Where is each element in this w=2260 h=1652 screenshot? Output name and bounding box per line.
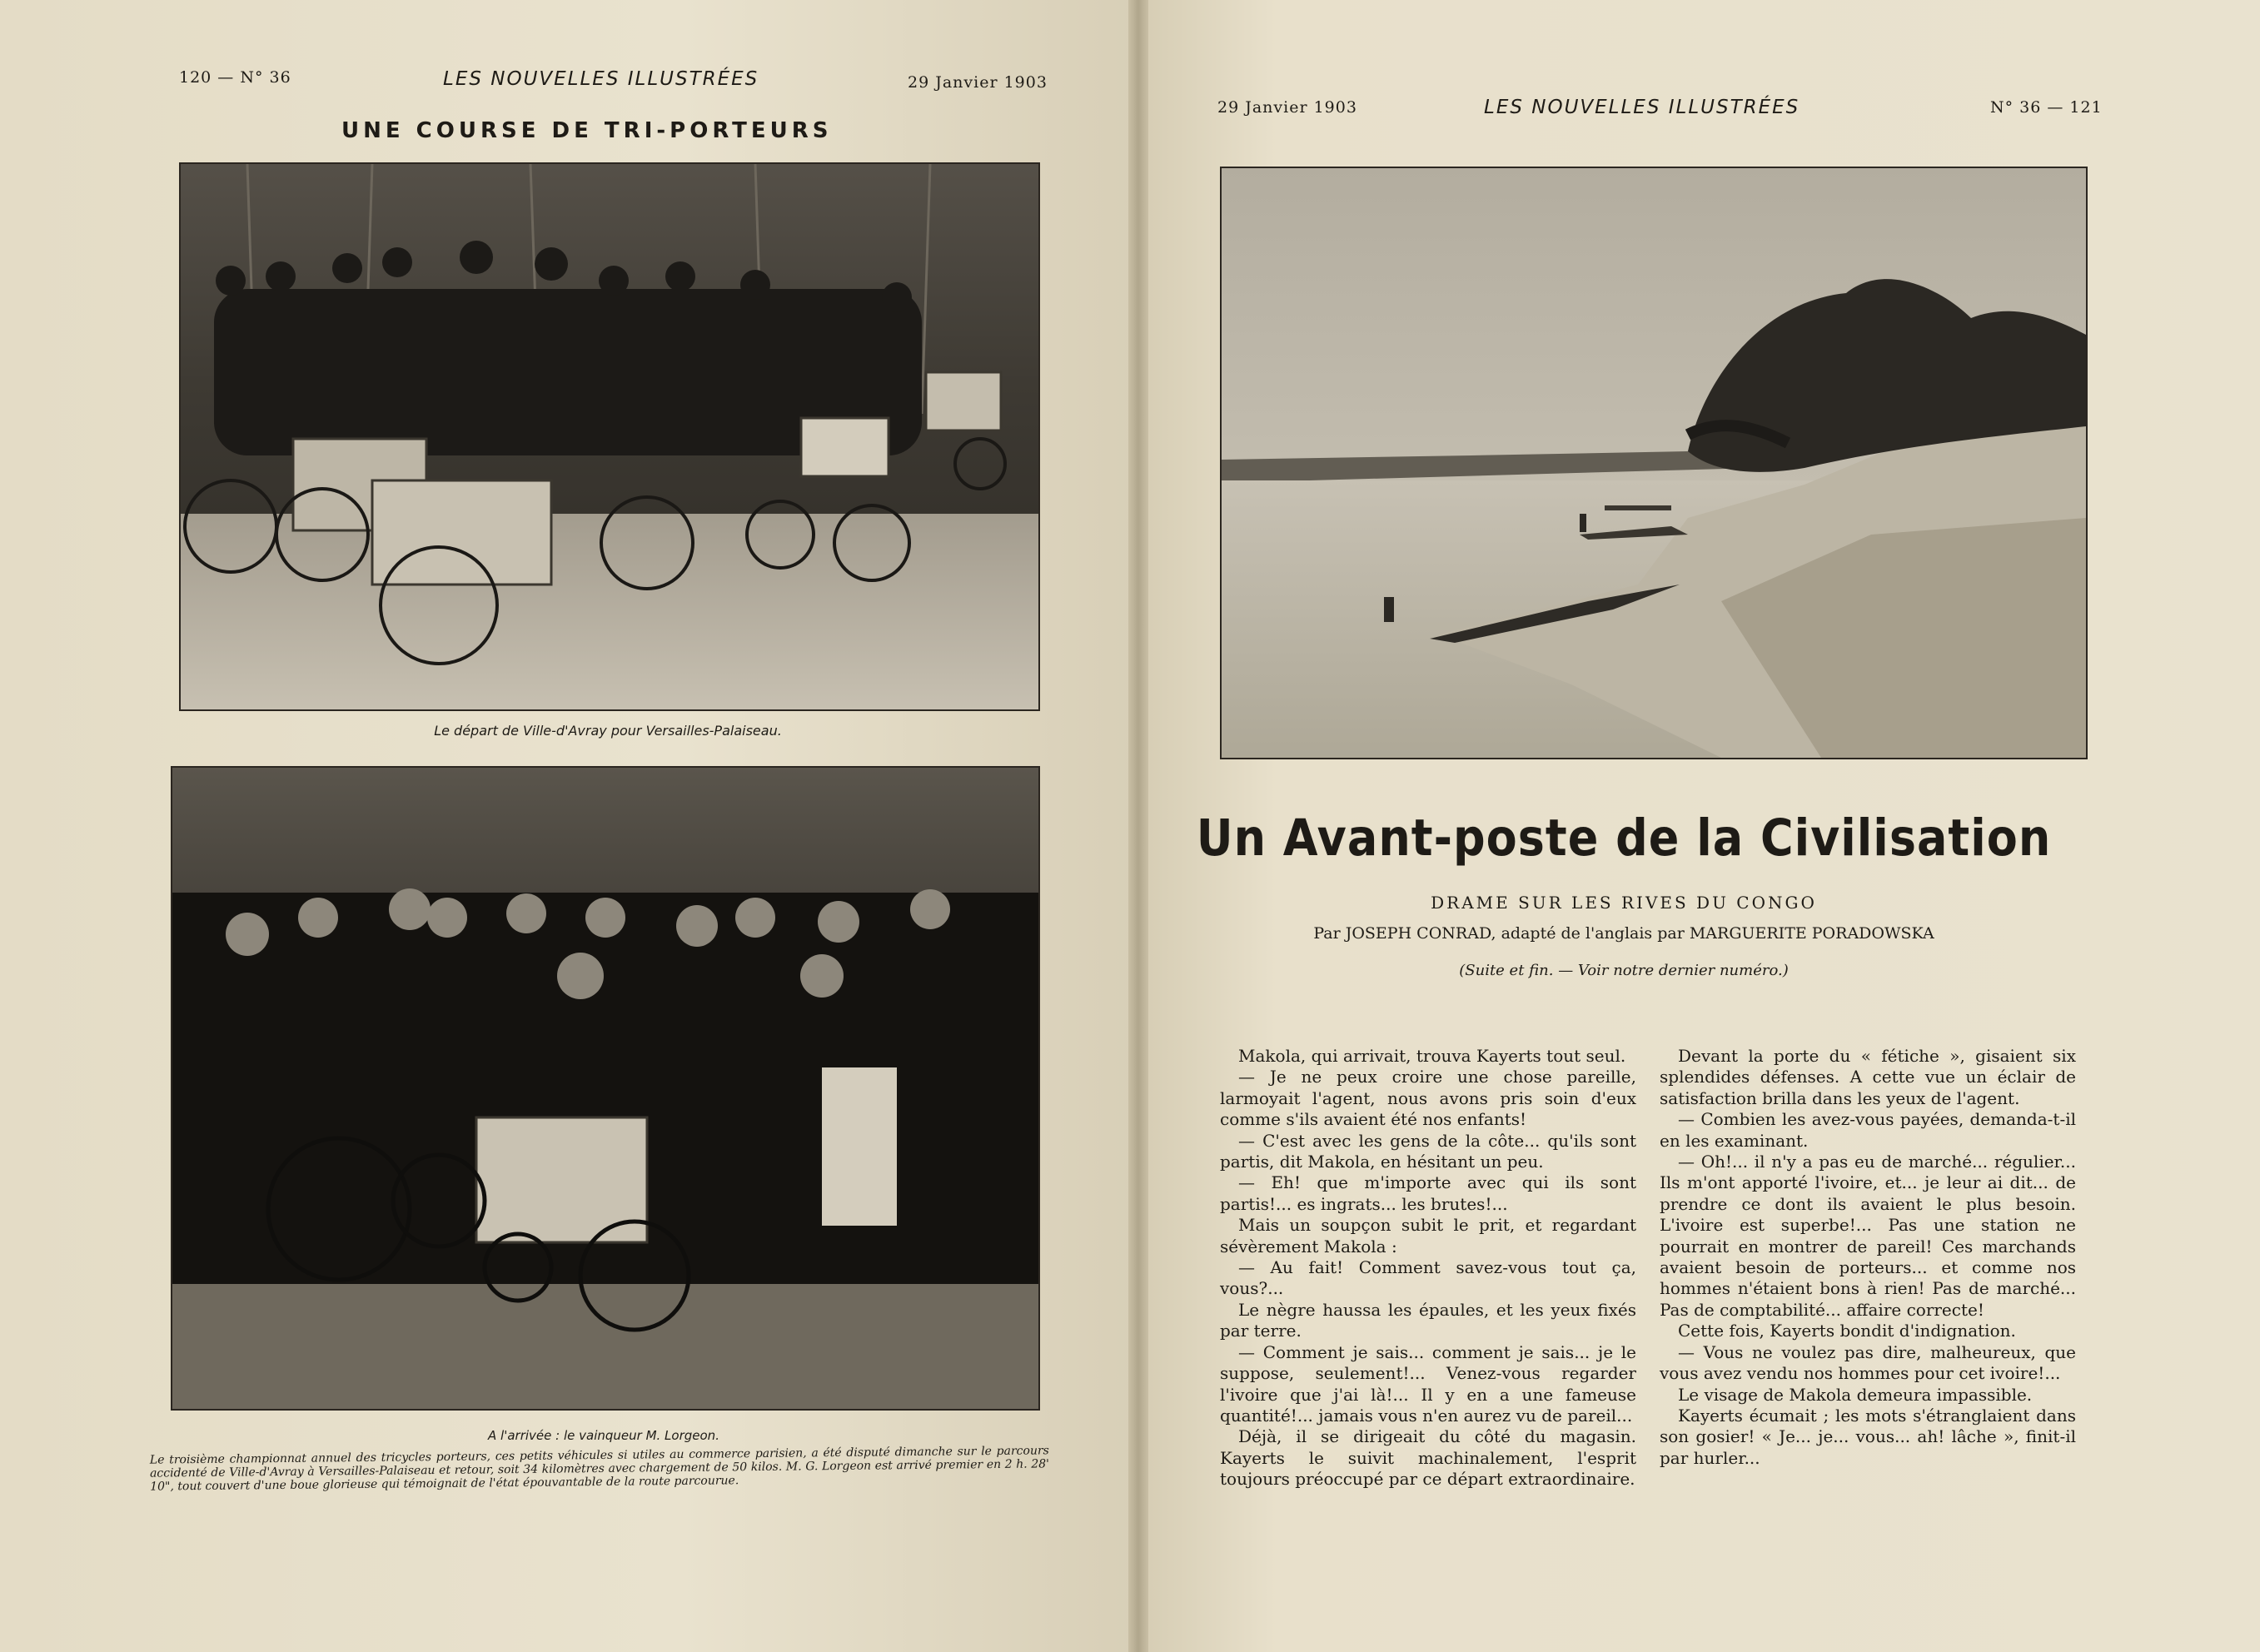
photo-congo-river xyxy=(1220,167,2088,759)
book-gutter xyxy=(1128,0,1148,1652)
paragraph: — Combien les avez-vous payées, demanda-t-il en les examinant. xyxy=(1660,1109,2076,1151)
story-column-2 xyxy=(1660,1046,2076,1469)
section-title: UNE COURSE DE TRI-PORTEURS xyxy=(341,118,833,143)
story-column-1 xyxy=(1220,1046,1636,1490)
paragraph: Le nègre haussa les épaules, et les yeux fixés par terre. xyxy=(1220,1299,1636,1341)
paragraph: — Vous ne voulez pas dire, malheureux, que vous avez vendu nos hommes pour cet ivoire!... xyxy=(1660,1341,2076,1384)
photo-arrival xyxy=(171,766,1040,1411)
paragraph: — Au fait! Comment savez-vous tout ça, vous?... xyxy=(1220,1257,1636,1299)
paragraph: Le visage de Makola demeura impassible. xyxy=(1678,1384,2033,1405)
photo-departure xyxy=(179,162,1040,711)
photo-departure-caption: Le départ de Ville-d'Avray pour Versailles-Palaiseau. xyxy=(434,723,782,739)
right-date: 29 Janvier 1903 xyxy=(1217,98,1357,117)
photo-arrival-caption: A l'arrivée : le vainqueur M. Lorgeon. xyxy=(488,1428,719,1443)
left-journal-title: LES NOUVELLES ILLUSTRÉES xyxy=(443,68,759,90)
paragraph: — Oh!... il n'y a pas eu de marché... régulier... Ils m'ont apporté l'ivoire, et... je leur ai dit... de prendre ce dont ils avaient le plus besoin. L'ivoire est superbe!... Pas une station ne pourrait en montrer de pareil! Ces marchands avaient besoin de porteurs... et comme nos hommes n'étaient bons à rien! Pas de marché... Pas de comptabilité... affaire correcte! xyxy=(1660,1152,2076,1320)
paragraph: Kayerts écumait ; les mots s'étranglaient dans son gosier! « Je... je... vous... ah! lâche », finit-il par hurler... xyxy=(1660,1405,2076,1468)
left-page-number: 120 — N° 36 xyxy=(179,68,291,87)
story-subtitle: DRAME SUR LES RIVES DU CONGO xyxy=(1431,893,1817,913)
paragraph: Mais un soupçon subit le prit, et regardant sévèrement Makola : xyxy=(1220,1215,1636,1256)
paragraph: — Comment je sais... comment je sais... je le suppose, seulement!... Venez-vous regarder l'ivoire que j'ai là!... Il y en a une fameuse quantité!... jamais vous n'en aurez vu de pareil... xyxy=(1220,1341,1636,1426)
story-title: Un Avant-poste de la Civilisation xyxy=(1196,809,2052,868)
story-note: (Suite et fin. — Voir notre dernier numéro.) xyxy=(1459,962,1789,979)
right-journal-title: LES NOUVELLES ILLUSTRÉES xyxy=(1484,97,1800,118)
story-byline: Par JOSEPH CONRAD, adapté de l'anglais par MARGUERITE PORADOWSKA xyxy=(1313,924,1934,943)
right-page-number: N° 36 — 121 xyxy=(1990,98,2103,117)
paragraph: Makola, qui arrivait, trouva Kayerts tout seul. xyxy=(1238,1046,1626,1066)
paragraph: — C'est avec les gens de la côte... qu'ils sont partis, dit Makola, en hésitant un peu. xyxy=(1220,1130,1636,1172)
left-date: 29 Janvier 1903 xyxy=(908,73,1048,92)
paragraph: Devant la porte du « fétiche », gisaient six splendides défenses. A cette vue un éclair de satisfaction brilla dans les yeux de l'agent. xyxy=(1660,1046,2076,1108)
paragraph: — Eh! que m'importe avec qui ils sont partis!... es ingrats... les brutes!... xyxy=(1220,1172,1636,1214)
long-caption: Le troisième championnat annuel des tricycles porteurs, ces petits véhicules si utiles au commerce parisien, a été disputé dimanche sur le parcours accidenté de Ville-d'Avray à Versailles-Palaiseau et retour, soit 34 kilomètres avec chargement de 50 kilos. M. G. Lorgeon est arrivé premier en 2 h. 28' 10", tout couvert d'une boue glorieuse qui témoignait de l'état épouvantable de la route parcourue. xyxy=(149,1444,1050,1494)
paragraph: Cette fois, Kayerts bondit d'indignation. xyxy=(1678,1321,2016,1341)
paragraph: — Je ne peux croire une chose pareille, larmoyait l'agent, nous avons pris soin d'eux comme s'ils avaient été nos enfants! xyxy=(1220,1067,1636,1130)
paragraph: Déjà, il se dirigeait du côté du magasin. Kayerts le suivit machinalement, l'esprit toujours préoccupé par ce départ extraordinaire. xyxy=(1220,1426,1636,1490)
